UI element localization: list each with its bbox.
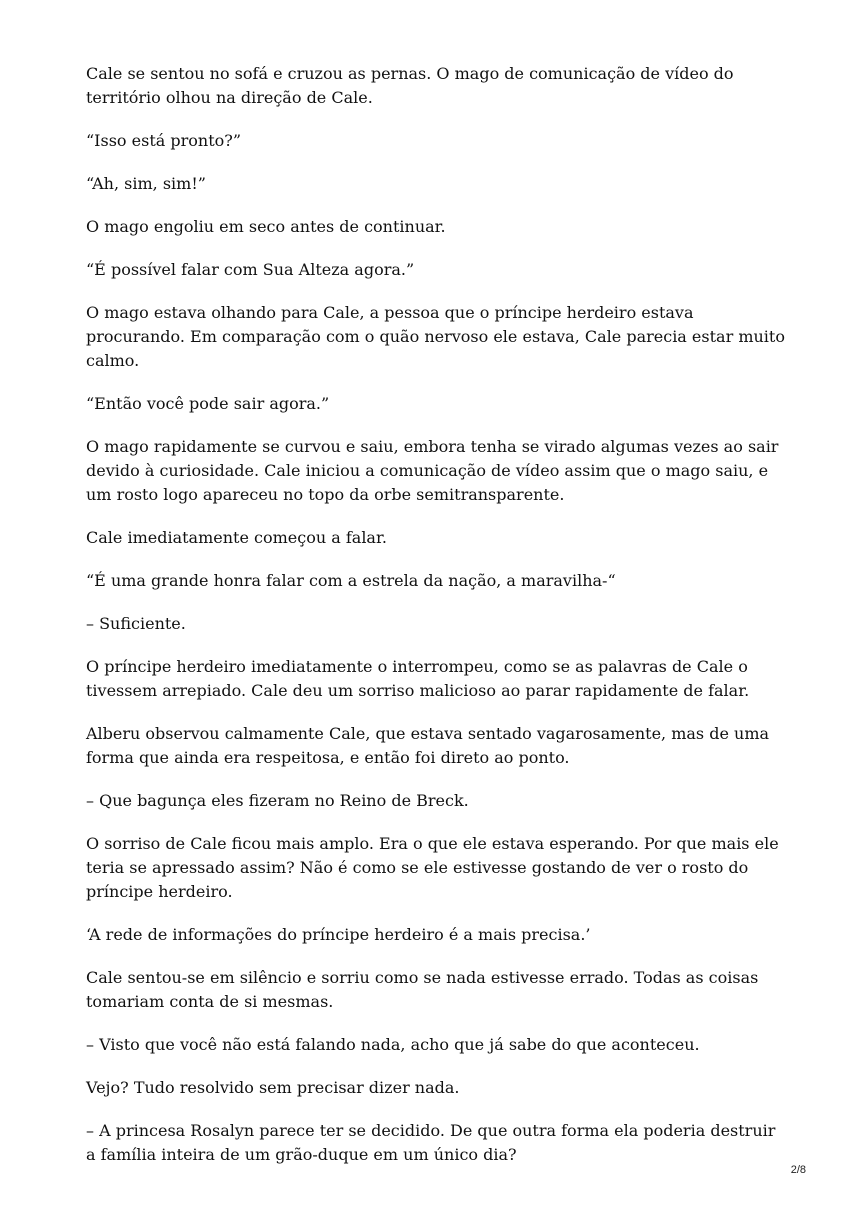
document-body	[86, 62, 786, 1186]
paragraph: Cale sentou-se em silêncio e sorriu como se nada estivesse errado. Todas as coisas tomariam conta de si mesmas.	[86, 968, 759, 1011]
paragraph: – Que bagunça eles fizeram no Reino de Breck.	[86, 791, 469, 810]
paragraph: Cale se sentou no sofá e cruzou as pernas. O mago de comunicação de vídeo do território olhou na direção de Cale.	[86, 64, 734, 107]
page-number: 2/8	[790, 1164, 806, 1176]
paragraph: Vejo? Tudo resolvido sem precisar dizer nada.	[86, 1078, 460, 1097]
paragraph: O sorriso de Cale ficou mais amplo. Era o que ele estava esperando. Por que mais ele teria se apressado assim? Não é como se ele estivesse gostando de ver o rosto do príncipe herdeiro.	[86, 834, 779, 901]
paragraph: “É possível falar com Sua Alteza agora.”	[86, 260, 415, 279]
paragraph: O príncipe herdeiro imediatamente o interrompeu, como se as palavras de Cale o tivessem arrepiado. Cale deu um sorriso malicioso ao parar rapidamente de falar.	[86, 657, 750, 700]
paragraph: Cale imediatamente começou a falar.	[86, 528, 387, 547]
paragraph: – Visto que você não está falando nada, acho que já sabe do que aconteceu.	[86, 1035, 700, 1054]
paragraph: “Isso está pronto?”	[86, 131, 242, 150]
paragraph: ‘A rede de informações do príncipe herdeiro é a mais precisa.’	[86, 925, 591, 944]
paragraph: – Suficiente.	[86, 614, 186, 633]
paragraph: O mago estava olhando para Cale, a pessoa que o príncipe herdeiro estava procurando. Em comparação com o quão nervoso ele estava, Cale parecia estar muito calmo.	[86, 303, 785, 370]
paragraph: – A princesa Rosalyn parece ter se decidido. De que outra forma ela poderia destruir a família inteira de um grão-duque em um único dia?	[86, 1121, 776, 1164]
paragraph: “Então você pode sair agora.”	[86, 394, 330, 413]
paragraph: O mago rapidamente se curvou e saiu, embora tenha se virado algumas vezes ao sair devido à curiosidade. Cale iniciou a comunicação de vídeo assim que o mago saiu, e um rosto logo apareceu no topo da orbe semitransparente.	[86, 437, 779, 504]
paragraph: Alberu observou calmamente Cale, que estava sentado vagarosamente, mas de uma forma que ainda era respeitosa, e então foi direto ao ponto.	[86, 724, 770, 767]
paragraph: O mago engoliu em seco antes de continuar.	[86, 217, 446, 236]
paragraph: “É uma grande honra falar com a estrela da nação, a maravilha-“	[86, 571, 616, 590]
paragraph: “Ah, sim, sim!”	[86, 174, 206, 193]
